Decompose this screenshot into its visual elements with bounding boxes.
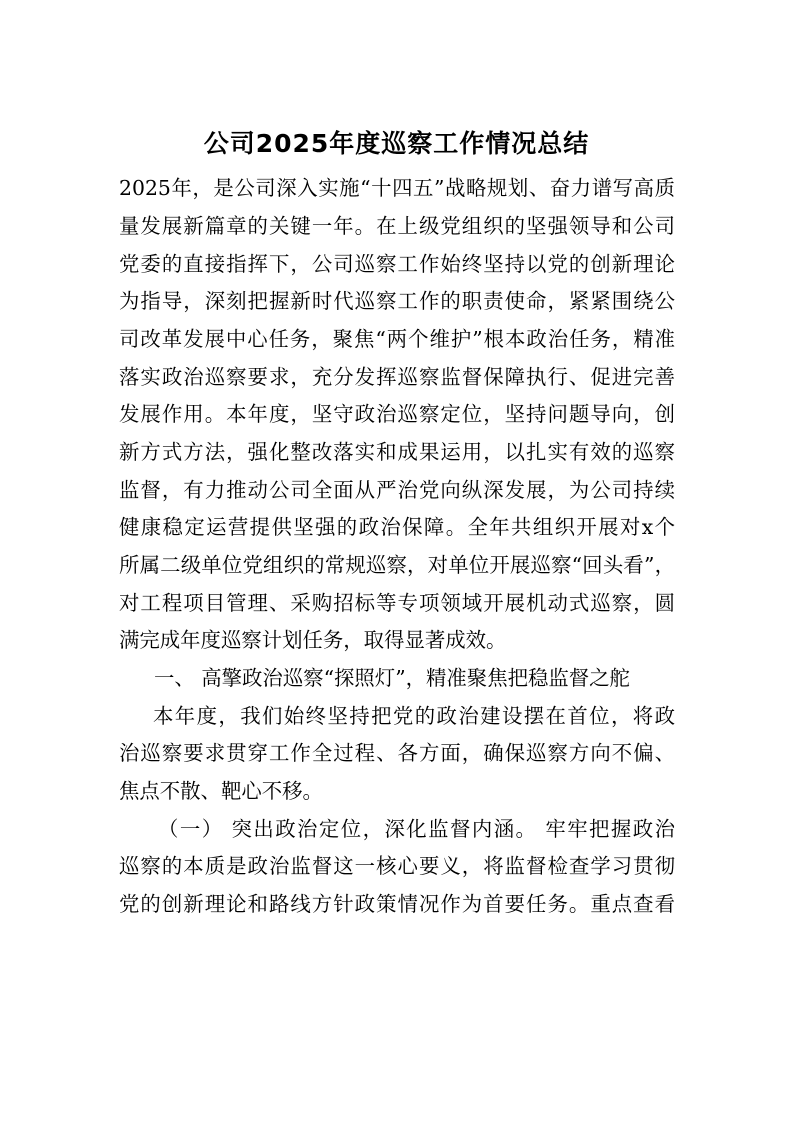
paragraph-line: 焦点不散、靶心不移。 (119, 779, 323, 803)
paragraph-line: 巡察的本质是政治监督这一核心要义，将监督检查学习贯彻 (119, 854, 675, 878)
paragraph-line: 党委的直接指挥下，公司巡察工作始终坚持以党的创新理论 (119, 252, 675, 276)
section-heading: 一、 高擎政治巡察“探照灯”，精准聚焦把稳监督之舵 (154, 666, 630, 690)
document-title: 公司2025年度巡察工作情况总结 (203, 129, 590, 158)
paragraph-line: 司改革发展中心任务，聚焦“两个维护”根本政治任务，精准 (119, 327, 675, 351)
paragraph-line: 发展作用。本年度，坚守政治巡察定位，坚持问题导向，创 (119, 402, 675, 426)
paragraph-line: 量发展新篇章的关键一年。在上级党组织的坚强领导和公司 (119, 214, 675, 238)
paragraph-line: 为指导，深刻把握新时代巡察工作的职责使命，紧紧围绕公 (119, 289, 675, 313)
paragraph-line: 党的创新理论和路线方针政策情况作为首要任务。重点查看 (119, 892, 675, 916)
paragraph-line: 落实政治巡察要求，充分发挥巡察监督保障执行、促进完善 (119, 365, 675, 389)
paragraph-line: 治巡察要求贯穿工作全过程、各方面，确保巡察方向不偏、 (119, 741, 675, 765)
subsection-heading-line: （一） 突出政治定位，深化监督内涵。 牢牢把握政治 (158, 817, 675, 841)
paragraph-line: 满完成年度巡察计划任务，取得显著成效。 (119, 628, 507, 652)
paragraph-line: 健康稳定运营提供坚强的政治保障。全年共组织开展对x个 (119, 515, 675, 539)
paragraph-line: 本年度，我们始终坚持把党的政治建设摆在首位，将政 (153, 704, 675, 728)
paragraph-line: 监督，有力推动公司全面从严治党向纵深发展，为公司持续 (119, 478, 675, 502)
paragraph-line: 2025年，是公司深入实施“十四五”战略规划、奋力谱写高质 (119, 176, 675, 200)
paragraph-line: 对工程项目管理、采购招标等专项领域开展机动式巡察，圆 (119, 591, 675, 615)
paragraph-line: 新方式方法，强化整改落实和成果运用，以扎实有效的巡察 (119, 440, 675, 464)
paragraph-line: 所属二级单位党组织的常规巡察，对单位开展巡察“回头看”， (119, 553, 675, 577)
